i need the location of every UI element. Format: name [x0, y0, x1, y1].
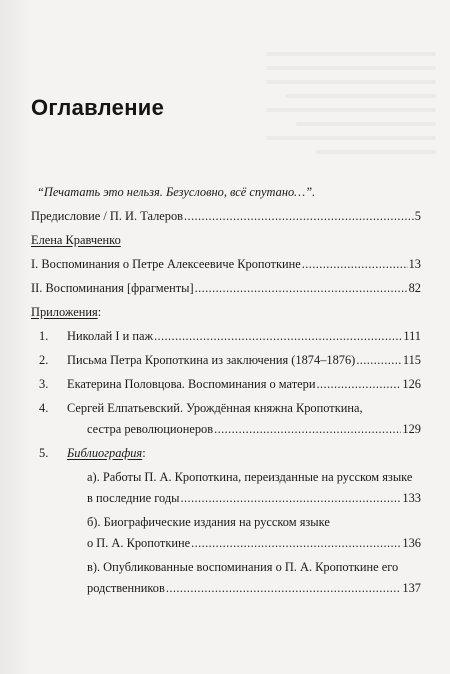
entry-text: Сергей Елпатьевский. Урождённая княжна Кропоткина,: [67, 401, 363, 415]
entry-text: б). Биографические издания на русском языке: [87, 515, 330, 529]
page-number: 111: [403, 329, 421, 343]
dot-leader: [166, 581, 402, 596]
dot-leader: [181, 491, 402, 506]
dot-leader: [316, 377, 401, 392]
bleed-through-mark: [266, 136, 436, 140]
toc-entry-biblio-c-line-2[interactable]: [31, 581, 421, 596]
entry-text-continued: о П. А. Кропоткине: [87, 536, 191, 550]
bleed-through-mark: [296, 122, 436, 126]
page-number: 136: [402, 536, 421, 550]
toc-entry-appendix-5: [31, 446, 421, 461]
entry-text: Екатерина Половцова. Воспоминания о матери: [67, 377, 316, 391]
toc-entry-appendix-2[interactable]: [31, 353, 421, 368]
table-of-contents: [31, 185, 421, 596]
toc-entry-part-2[interactable]: [31, 281, 421, 296]
appendix-heading: [31, 305, 421, 320]
toc-entry-biblio-a-line-1[interactable]: [31, 470, 421, 485]
author-heading: [31, 233, 421, 248]
dot-leader: [195, 281, 408, 296]
page-title: Оглавление: [31, 95, 165, 120]
dot-leader: [356, 353, 402, 368]
item-number: 2.: [39, 353, 49, 367]
bleed-through-mark: [316, 150, 436, 154]
page-number: 5: [414, 209, 421, 223]
entry-text: I. Воспоминания о Петре Алексеевиче Кропоткине: [31, 257, 301, 271]
page-number: 82: [408, 281, 421, 295]
toc-entry-biblio-b-line-2[interactable]: [31, 536, 421, 551]
entry-text: Предисловие / П. И. Талеров: [31, 209, 183, 223]
entry-text-continued: родственников: [87, 581, 165, 595]
bleed-through-mark: [266, 80, 436, 84]
page-number: 137: [402, 581, 421, 595]
bibliography-colon: :: [142, 446, 146, 460]
page-number: 115: [402, 353, 421, 367]
entry-text: II. Воспоминания [фрагменты]: [31, 281, 194, 295]
item-number: 5.: [39, 446, 49, 460]
author-name: Елена Кравченко: [31, 233, 121, 247]
toc-entry-biblio-b-line-1[interactable]: [31, 515, 421, 530]
bibliography-heading: [59, 446, 146, 461]
epigraph: [31, 185, 421, 200]
toc-entry-appendix-4-line-1[interactable]: [31, 401, 421, 416]
dot-leader: [191, 536, 401, 551]
epigraph-text: “Печатать это нельзя. Безусловно, всё спутано…”.: [37, 185, 316, 199]
item-number: 1.: [39, 329, 49, 343]
bleed-through-mark: [266, 52, 436, 56]
toc-entry-appendix-4-line-2[interactable]: [31, 422, 421, 437]
dot-leader: [214, 422, 401, 437]
toc-entry-biblio-c-line-1[interactable]: [31, 560, 421, 575]
page-number: 13: [408, 257, 421, 271]
toc-entry-preface[interactable]: [31, 209, 421, 224]
toc-entry-part-1[interactable]: [31, 257, 421, 272]
entry-text-continued: в последние годы: [87, 491, 180, 505]
bleed-through-mark: [266, 108, 436, 112]
appendix-label: Приложения: [31, 305, 98, 319]
entry-text: в). Опубликованные воспоминания о П. А. Кропоткине его: [87, 560, 399, 574]
item-number: 3.: [39, 377, 49, 391]
toc-entry-appendix-3[interactable]: [31, 377, 421, 392]
entry-text: Письма Петра Кропоткина из заключения (1874–1876): [67, 353, 356, 367]
dot-leader: [184, 209, 414, 224]
bleed-through-mark: [266, 66, 436, 70]
page-number: 133: [402, 491, 421, 505]
dot-leader: [302, 257, 408, 272]
toc-entry-biblio-a-line-2[interactable]: [31, 491, 421, 506]
page-number: 129: [402, 422, 421, 436]
item-number: 4.: [39, 401, 49, 415]
entry-text: Николай I и паж: [67, 329, 154, 343]
page-number: 126: [402, 377, 421, 391]
bibliography-label: Библиография: [67, 446, 143, 460]
toc-entry-appendix-1[interactable]: [31, 329, 421, 344]
dot-leader: [154, 329, 402, 344]
entry-text-continued: сестра революционеров: [87, 422, 214, 436]
appendix-colon: :: [97, 305, 102, 319]
entry-text: а). Работы П. А. Кропоткина, переизданные на русском языке: [87, 470, 413, 484]
bleed-through-mark: [286, 94, 436, 98]
